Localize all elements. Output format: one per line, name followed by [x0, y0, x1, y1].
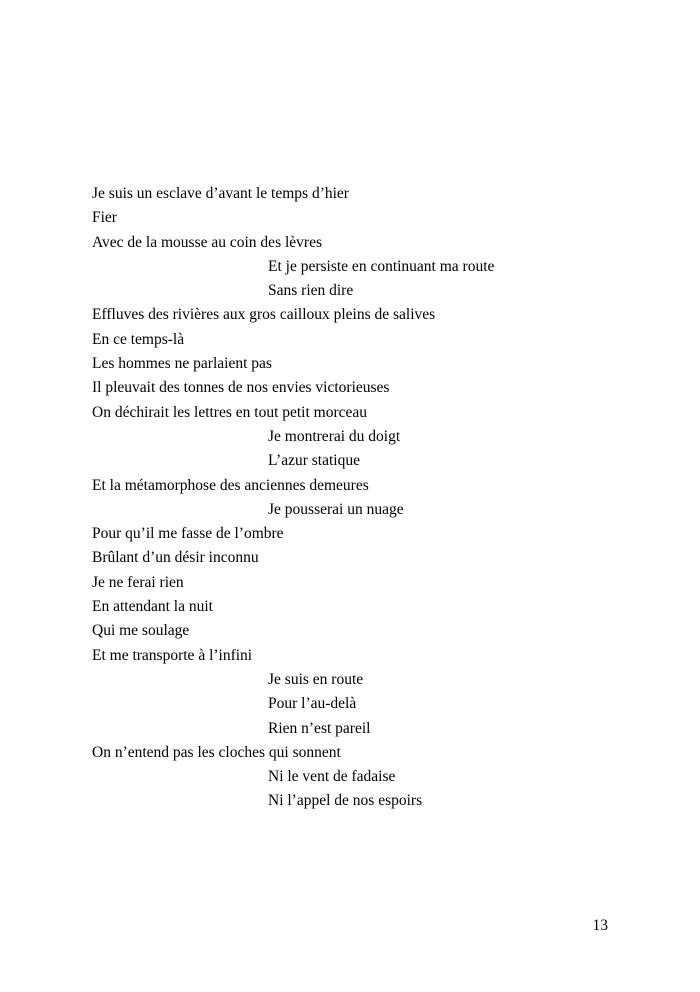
- poem-line: On déchirait les lettres en tout petit morceau: [92, 403, 368, 421]
- poem-line: En ce temps-là: [92, 330, 185, 348]
- poem-line: Pour l’au-delà: [268, 695, 357, 713]
- poem-line: Et la métamorphose des anciennes demeures: [92, 476, 369, 494]
- page-number: 13: [592, 917, 608, 934]
- poem-line: Je suis en route: [268, 670, 364, 688]
- poem-line: Je suis un esclave d’avant le temps d’hier: [92, 185, 349, 202]
- poem-line: L’azur statique: [268, 452, 360, 470]
- poem-line: Rien n’est pareil: [268, 719, 371, 737]
- poem-line: Pour qu’il me fasse de l’ombre: [92, 525, 284, 543]
- poem-line: Sans rien dire: [268, 282, 354, 300]
- poem-body: [92, 182, 612, 814]
- poem-line: Je pousserai un nuage: [268, 500, 404, 518]
- poem-line: Fier: [92, 209, 117, 227]
- poem-line: Brûlant d’un désir inconnu: [92, 549, 259, 567]
- poem-line: Il pleuvait des tonnes de nos envies victorieuses: [92, 379, 390, 397]
- poem-line: En attendant la nuit: [92, 598, 213, 616]
- poem-line: Je ne ferai rien: [92, 573, 184, 591]
- poem-line: Les hommes ne parlaient pas: [92, 355, 272, 373]
- poem-line: On n’entend pas les cloches qui sonnent: [92, 743, 341, 761]
- poem-line: Ni le vent de fadaise: [268, 768, 396, 786]
- poem-line: Et me transporte à l’infini: [92, 646, 253, 664]
- poem-line: Je montrerai du doigt: [268, 427, 401, 445]
- poem-line: Et je persiste en continuant ma route: [268, 257, 495, 275]
- poem-line: Ni l’appel de nos espoirs: [268, 792, 423, 810]
- poem-line: Effluves des rivières aux gros cailloux pleins de salives: [92, 306, 436, 324]
- poem-line: Avec de la mousse au coin des lèvres: [92, 233, 322, 251]
- poem-line: Qui me soulage: [92, 622, 190, 640]
